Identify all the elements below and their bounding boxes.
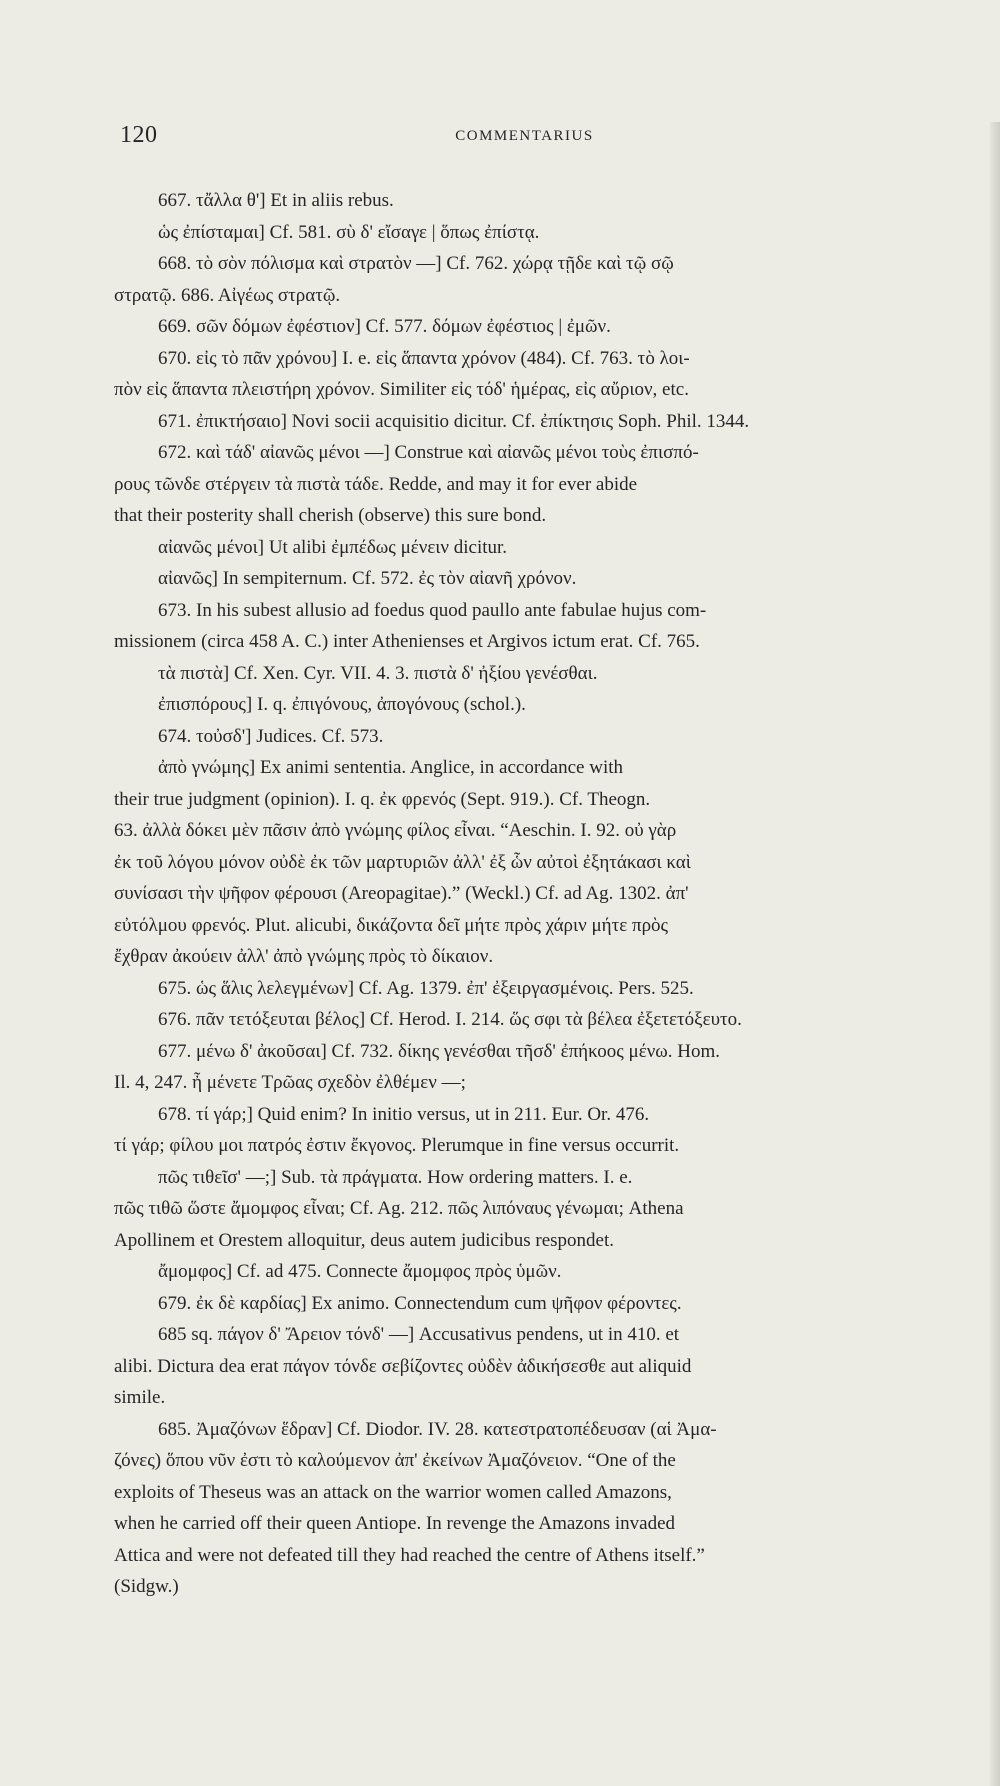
text-line: συνίσασι τὴν ψῆφον φέρουσι (Areopagitae).” (Weckl.) Cf. ad Ag. 1302. ἀπ'	[114, 883, 689, 904]
text-line: 670. εἰς τὸ πᾶν χρόνου] I. e. εἰς ἅπαντα χρόνον (484). Cf. 763. τὸ λοι-	[158, 347, 690, 369]
text-line: 676. πᾶν τετόξευται βέλος] Cf. Herod. I. 214. ὥς σφι τὰ βέλεα ἐξετετόξευτο.	[158, 1009, 742, 1030]
text-line: 674. τοὐσδ'] Judices. Cf. 573.	[158, 725, 384, 747]
text-line: 685. Ἀμαζόνων ἕδραν] Cf. Diodor. IV. 28. κατεστρατοπέδευσαν (αἱ Ἀμα-	[158, 1418, 717, 1440]
text-line: ἐκ τοῦ λόγου μόνον οὐδὲ ἐκ τῶν μαρτυριῶν ἀλλ' ἐξ ὧν αὐτοὶ ἐξητάκασι καὶ	[114, 851, 691, 873]
text-line: ζόνες) ὅπου νῦν ἐστι τὸ καλούμενον ἀπ' ἐκείνων Ἀμαζόνειον. “One of the	[114, 1450, 676, 1471]
text-line: τὰ πιστὰ] Cf. Xen. Cyr. VII. 4. 3. πιστὰ δ' ἠξίου γενέσθαι.	[158, 662, 598, 684]
running-title: COMMENTARIUS	[455, 128, 594, 144]
text-line: their true judgment (opinion). I. q. ἐκ φρενός (Sept. 919.). Cf. Theogn.	[114, 788, 651, 810]
text-line: πὸν εἰς ἅπαντα πλειστήρη χρόνον. Similiter εἰς τόδ' ἡμέρας, εἰς αὔριον, etc.	[114, 379, 689, 400]
text-line: 668. τὸ σὸν πόλισμα καὶ στρατὸν —] Cf. 762. χώρᾳ τῇδε καὶ τῷ σῷ	[158, 253, 674, 274]
text-line: ὡς ἐπίσταμαι] Cf. 581. σὺ δ' εἴσαγε | ὅπως ἐπίστᾳ.	[158, 221, 540, 243]
text-line: 685 sq. πάγον δ' Ἄρειον τόνδ' —] Accusativus pendens, ut in 410. et	[158, 1324, 680, 1345]
text-line: that their posterity shall cherish (observe) this sure bond.	[114, 505, 547, 526]
text-line: 678. τί γάρ;] Quid enim? In initio versus, ut in 211. Eur. Or. 476.	[158, 1103, 650, 1125]
text-line: 63. ἀλλὰ δόκει μὲν πᾶσιν ἀπὸ γνώμης φίλος εἶναι. “Aeschin. I. 92. οὐ γὰρ	[114, 820, 677, 841]
commentary-text	[114, 185, 935, 1603]
text-line: 667. τἄλλα θ'] Et in aliis rebus.	[158, 190, 394, 211]
text-line: ἀπὸ γνώμης] Ex animi sententia. Anglice, in accordance with	[158, 757, 623, 778]
text-line: Attica and were not defeated till they had reached the centre of Athens itself.”	[114, 1544, 705, 1566]
text-line: ἐπισπόρους] I. q. ἐπιγόνους, ἀπογόνους (schol.).	[158, 694, 526, 715]
page-edge-shadow	[990, 122, 1000, 1786]
text-line: simile.	[114, 1387, 166, 1408]
text-line: 671. ἐπικτήσαιο] Novi socii acquisitio dicitur. Cf. ἐπίκτησις Soph. Phil. 1344.	[158, 410, 750, 432]
text-line: 675. ὡς ἅλις λελεγμένων] Cf. Ag. 1379. ἐπ' ἐξειργασμένοις. Pers. 525.	[158, 977, 694, 999]
text-line: πῶς τιθεῖσ' —;] Sub. τὰ πράγματα. How ordering matters. I. e.	[158, 1166, 633, 1188]
text-line: αἰανῶς] In sempiternum. Cf. 572. ἐς τὸν αἰανῆ χρόνον.	[158, 568, 577, 589]
text-line: Il. 4, 247. ἦ μένετε Τρῶας σχεδὸν ἐλθέμεν —;	[114, 1072, 466, 1093]
text-line: (Sidgw.)	[114, 1576, 179, 1597]
text-line: exploits of Theseus was an attack on the warrior women called Amazons,	[114, 1481, 672, 1503]
text-line: στρατῷ. 686. Αἰγέως στρατῷ.	[114, 284, 341, 306]
text-line: ρους τῶνδε στέργειν τὰ πιστὰ τάδε. Redde, and may it for ever abide	[114, 473, 638, 495]
book-page	[0, 122, 1000, 1786]
text-line: ἄμομφος] Cf. ad 475. Connecte ἄμομφος πρὸς ὑμῶν.	[158, 1261, 562, 1282]
text-line: πῶς τιθῶ ὥστε ἄμομφος εἶναι; Cf. Ag. 212. πῶς λιπόναυς γένωμαι; Athena	[114, 1198, 684, 1219]
text-line: τί γάρ; φίλου μοι πατρός ἐστιν ἔκγονος. Plerumque in fine versus occurrit.	[114, 1135, 680, 1156]
text-line: 677. μένω δ' ἀκοῦσαι] Cf. 732. δίκης γενέσθαι τῆσδ' ἐπήκοος μένω. Hom.	[158, 1040, 721, 1062]
text-line: 669. σῶν δόμων ἐφέστιον] Cf. 577. δόμων ἐφέστιος | ἐμῶν.	[158, 316, 611, 337]
page-number: 120	[120, 122, 158, 148]
text-line: 679. ἐκ δὲ καρδίας] Ex animo. Connectendum cum ψῆφον φέροντες.	[158, 1292, 682, 1314]
text-line: ἔχθραν ἀκούειν ἀλλ' ἀπὸ γνώμης πρὸς τὸ δίκαιον.	[114, 946, 494, 967]
text-line: 673. In his subest allusio ad foedus quod paullo ante fabulae hujus com-	[158, 599, 707, 621]
text-line: 672. καὶ τάδ' αἰανῶς μένοι —] Construe καὶ αἰανῶς μένοι τοὺς ἐπισπό-	[158, 442, 699, 463]
text-line: Apollinem et Orestem alloquitur, deus autem judicibus respondet.	[114, 1229, 614, 1251]
page-header	[114, 122, 935, 162]
text-line: when he carried off their queen Antiope. In revenge the Amazons invaded	[114, 1513, 676, 1534]
text-line: εὐτόλμου φρενός. Plut. alicubi, δικάζοντα δεῖ μήτε πρὸς χάριν μήτε πρὸς	[114, 914, 669, 936]
text-line: αἰανῶς μένοι] Ut alibi ἐμπέδως μένειν dicitur.	[158, 536, 508, 558]
text-line: alibi. Dictura dea erat πάγον τόνδε σεβίζοντες οὐδὲν ἀδικήσεσθε aut aliquid	[114, 1355, 692, 1377]
text-line: missionem (circa 458 A. C.) inter Athenienses et Argivos ictum erat. Cf. 765.	[114, 631, 700, 652]
